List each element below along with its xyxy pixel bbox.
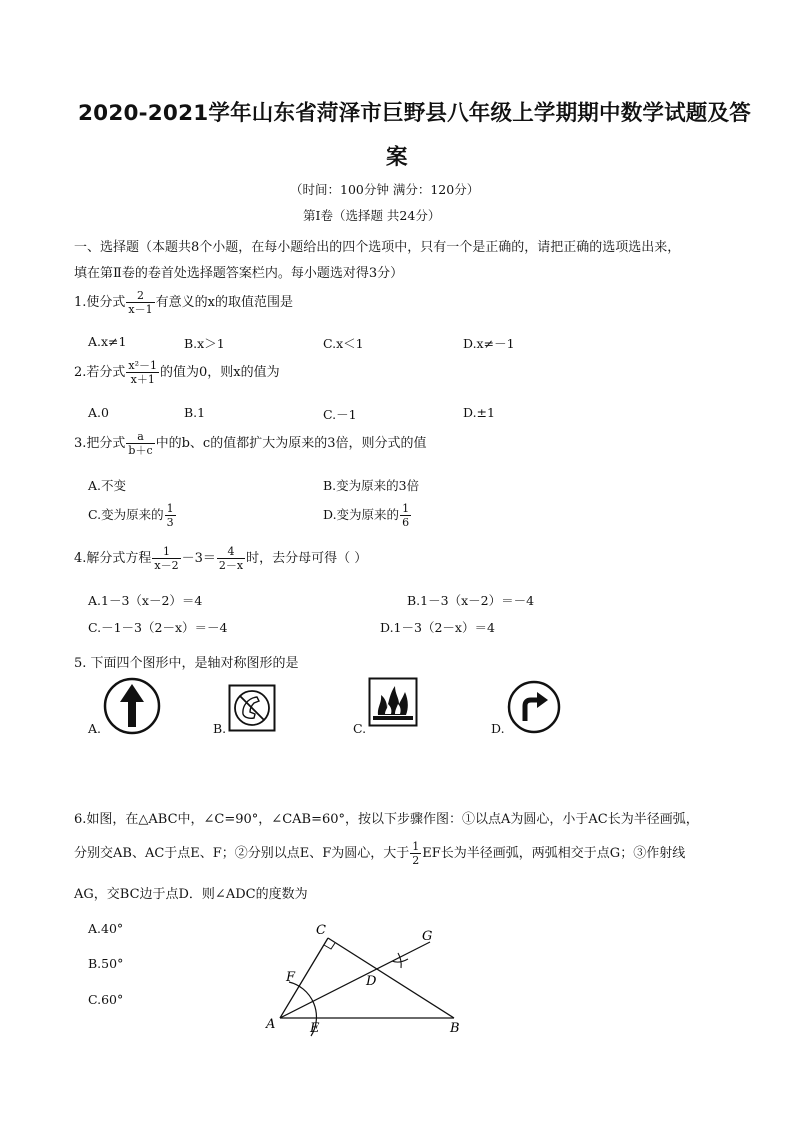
side-cb [328,938,454,1018]
question-5: 5. 下面四个图形中，是轴对称图形的是 [74,656,299,671]
section1-instructions-line2: 填在第Ⅱ卷的卷首处选择题答案栏内。每小题选对得3分） [74,266,404,281]
q4-fraction-2-numerator: 4 [227,545,235,558]
q3-option-d-numerator: 1 [402,502,410,515]
q2-option-a[interactable]: A.0 [88,405,109,420]
q3-option-c[interactable] [88,502,177,529]
q4-option-a[interactable]: A.1－3（x－2）＝4 [88,593,203,608]
question-3 [74,430,426,457]
q1-option-d[interactable]: D.x≠－1 [463,336,515,351]
point-label-b: B [450,1021,460,1036]
right-angle-mark [324,943,335,949]
q6-line2-suffix: EF长为半径画弧，两弧相交于点G；③作射线 [422,846,686,861]
q1-prefix: 1.使分式 [74,295,126,310]
triangle-construction-diagram [258,920,468,1038]
q3-denominator: b＋c [128,444,153,457]
q2-option-b[interactable]: B.1 [184,405,206,420]
arc-from-f [398,953,401,968]
q5-label-c: C. [353,721,367,736]
q3-suffix: 中的b、c的值都扩大为原来的3倍，则分式的值 [155,436,427,451]
q3-option-c-text: C.变为原来的 [88,507,164,522]
question-6-line2 [74,840,685,867]
q2-option-d[interactable]: D.±1 [463,405,495,420]
q2-denominator: x＋1 [126,372,159,386]
q4-option-c[interactable]: C.－1－3（2－x）＝－4 [88,620,228,635]
question-6-line3: AG，交BC边于点D．则∠ADC的度数为 [74,887,308,902]
q3-option-b[interactable]: B.变为原来的3倍 [323,478,420,493]
page-title-line2: 案 [386,145,408,170]
q5-label-d: D. [491,721,505,736]
q1-suffix: 有意义的x的取值范围是 [155,295,293,310]
section1-instructions-line1: 一、选择题（本题共8个小题，在每小题给出的四个选项中，只有一个是正确的，请把正确的选项选出来， [74,240,681,255]
volume-heading: 第Ⅰ卷（选择题 共24分） [303,208,441,223]
q4-suffix: 时，去分母可得（ ） [246,551,368,566]
q3-option-d-fraction [400,502,411,529]
q4-fraction-2-denominator: 2－x [218,559,244,572]
q1-option-a[interactable]: A.x≠1 [88,334,127,349]
q3-option-c-numerator: 1 [166,502,174,515]
question-2 [74,359,280,386]
question-4 [74,545,367,572]
q1-numerator: 2 [137,289,144,302]
q1-denominator: x－1 [128,303,153,316]
q4-fraction-1 [152,545,180,572]
point-label-e: E [310,1021,320,1036]
q3-prefix: 3.把分式 [74,436,126,451]
q6-half-fraction [410,840,421,867]
q3-numerator: a [137,430,144,443]
point-label-d: D [366,974,377,989]
q3-option-d-text: D.变为原来的 [323,507,400,522]
q6-half-numerator: 1 [412,840,420,853]
q4-fraction-1-numerator: 1 [163,545,170,558]
point-label-g: G [422,929,433,944]
page-title-line1: 2020-2021学年山东省菏泽市巨野县八年级上学期期中数学试题及答 [78,101,751,126]
question-1 [74,289,293,316]
q2-suffix: 的值为0，则x的值为 [160,365,280,380]
q4-option-b[interactable]: B.1－3（x－2）＝－4 [407,593,535,608]
q4-prefix: 4.解分式方程 [74,551,152,566]
up-arrow-sign-icon[interactable] [102,675,162,737]
point-label-c: C [316,923,326,938]
q1-fraction [126,289,154,316]
q3-option-c-denominator: 3 [166,516,174,529]
q3-option-a[interactable]: A.不变 [88,478,127,493]
q6-option-a[interactable]: A.40° [88,921,124,936]
exam-info: （时间：100分钟 满分：120分） [290,182,480,197]
q6-option-c[interactable]: C.60° [88,992,124,1007]
q1-option-b[interactable]: B.x＞1 [184,336,225,351]
q6-option-b[interactable]: B.50° [88,956,124,971]
fire-sign-icon[interactable] [368,677,418,727]
q6-half-denominator: 2 [412,854,420,867]
q5-label-b: B. [213,721,227,736]
no-phone-sign-icon[interactable] [228,684,276,732]
q3-option-c-fraction [165,502,176,529]
q2-numerator: x²－1 [128,359,158,372]
q5-label-a: A. [88,721,102,736]
point-label-a: A [266,1017,276,1032]
q4-option-d[interactable]: D.1－3（2－x）＝4 [380,620,495,635]
point-label-f: F [286,970,296,985]
q4-fraction-1-denominator: x－2 [154,559,179,572]
question-6-line1: 6.如图，在△ABC中，∠C=90°，∠CAB=60°，按以下步骤作图：①以点A为圆心，小于AC长为半径画弧， [74,812,699,827]
q2-prefix: 2.若分式 [74,365,126,380]
q1-option-c[interactable]: C.x＜1 [323,336,364,351]
q4-middle: －3＝ [181,551,216,566]
q2-fraction [126,359,159,386]
turn-right-sign-icon[interactable] [506,679,562,735]
q3-option-d[interactable] [323,502,412,529]
q3-option-d-denominator: 6 [402,516,410,529]
q3-fraction [126,430,154,457]
q2-option-c[interactable]: C.－1 [323,407,357,422]
q6-line2-prefix: 分别交AB、AC于点E、F；②分别以点E、F为圆心，大于 [74,846,410,861]
q4-fraction-2 [217,545,245,572]
